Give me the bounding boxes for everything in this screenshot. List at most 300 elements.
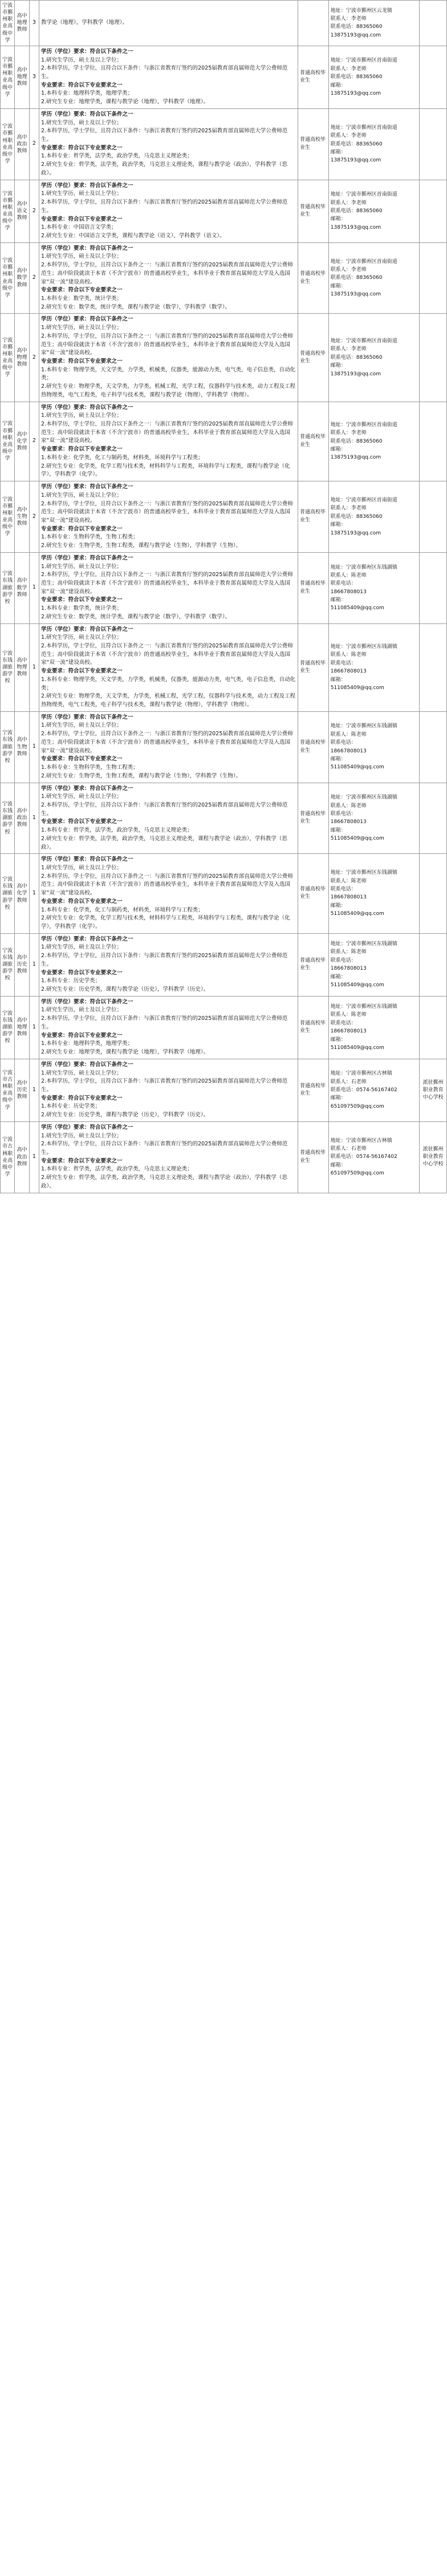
unit-cell: 宁波东钱湖旅游学校 [1,783,15,854]
contact-line: 13875193@qq.com [330,371,381,377]
position-cell: 高中数学教师 [15,552,29,623]
contact-line: 地址：宁波市鄞州区首南街道 [330,422,397,428]
recruitment-table [0,0,447,1193]
contact-line: 13875193@qq.com [330,90,381,96]
requirements-cell [39,108,298,180]
requirement-line: 2.研究生专业：生物学类，生物工程类，课程与教学论（生物），学科教学（生物）。 [41,542,242,549]
requirements-cell [39,46,298,108]
contact-line: 13875193@qq.com [330,224,381,230]
contact-line: 联系人：李老师 [330,266,367,273]
contact-line: 联系人：陈老师 [330,731,367,738]
count-cell: 1 [29,996,39,1059]
count-cell: 3 [29,46,39,108]
unit-cell: 宁波市古林职业高级中学 [1,1121,15,1193]
requirements-cell [39,623,298,711]
position-cell: 高中政治教师 [15,783,29,854]
contact-line: 联系电话：88365060 [330,141,383,147]
contact-line: 联系电话：88365060 [330,208,383,214]
requirement-line: 1.研究生学历，硕士及以上学位； [41,119,123,126]
requirement-line: 专业要求：符合以下专业要求之一 [41,756,123,763]
contact-line: 13875193@qq.com [330,291,381,298]
requirements-cell [39,996,298,1059]
contact-line: 联系电话：88365060 [330,74,383,80]
contact-line: 地址：宁波市鄞州区东钱湖镇 [330,795,397,801]
contact-line: 邮箱： [330,447,346,453]
contact-line: 13875193@qq.com [330,157,381,164]
note-cell [420,481,447,553]
contact-line: 联系电话：0574-56167402 [330,1154,397,1160]
contact-line: 联系电话：88365060 [330,24,383,30]
requirement-line: 1.研究生学历，硕士及以上学位； [41,563,123,570]
contact-line: 联系人：李老师 [330,430,367,436]
requirement-line: 专业要求：符合以下专业要求之一 [41,969,123,976]
education-cell: 普通高校毕业生 [298,481,328,553]
contact-line: 联系电话：88365060 [330,513,383,520]
requirement-line: 学历（学位）要求：符合以下条件之一 [41,998,133,1005]
requirement-line: 2.本科学历，学士学位，且符合以下条件之一：与浙江省教育厅签约的2025届教育部直属师范大学公费师范生；高中阶段就读于本省（不含宁波市）的普通高校毕业生，本科毕业于教育部直属师范大学及入选国家“双一流”建设高校。 [41,873,293,897]
note-cell [420,783,447,854]
requirement-line: 学历（学位）要求：符合以下条件之一 [41,404,133,411]
unit-cell: 宁波市鄞州职业高级中学 [1,180,15,242]
position-cell: 高中历史教师 [15,1059,29,1121]
contact-line: 651097509@qq.com [330,1170,384,1177]
contact-cell [328,1,419,46]
requirement-line: 学历（学位）要求：符合以下条件之一 [41,316,133,323]
contact-line: 联系电话： [330,957,356,963]
position-cell: 高中数学教师 [15,242,29,314]
contact-line: 联系电话： [330,886,356,893]
contact-line: 18667808013 [330,589,367,595]
requirement-line: 2.研究生专业：化学类，化学工程与技术类，材料科学与工程类，环境科学与工程类，课程与教学论（化学），学科教学（化学）。 [41,915,290,930]
table-row [1,1121,447,1193]
requirement-line: 2.本科学历，学士学位，且符合以下条件：与浙江省教育厅签约的2025届教育部直属师范大学公费师范生。 [41,65,288,80]
requirement-line: 2.研究生专业：历史学类，课程与教学论（历史），学科教学（历史）。 [41,1112,209,1119]
requirement-line: 1.本科专业：生物科学类，生物工程类； [41,764,139,771]
contact-line: 地址：宁波市鄞州区东钱湖镇 [330,723,397,730]
requirement-line: 专业要求：符合以下专业要求之一 [41,446,123,453]
note-cell [420,314,447,402]
contact-line: 联系人：石老师 [330,1079,367,1085]
count-cell: 2 [29,402,39,481]
contact-line: 地址：宁波市鄞州区东钱湖镇 [330,643,397,650]
unit-cell: 宁波市鄞州职业高级中学 [1,314,15,402]
requirement-line: 专业要求：符合以下专业要求之一 [41,525,123,532]
contact-line: 联系电话： [330,660,356,666]
note-cell [420,180,447,242]
position-cell: 高中化学教师 [15,854,29,933]
unit-cell: 宁波市鄞州职业高级中学 [1,402,15,481]
education-cell: 普通高校毕业生 [298,854,328,933]
requirement-line: 专业要求：符合以下专业要求之一 [41,898,123,905]
contact-line: 联系人：石老师 [330,1146,367,1152]
note-cell [420,552,447,623]
contact-cell [328,402,419,481]
requirements-cell [39,402,298,481]
contact-line: 18667808013 [330,966,367,972]
contact-line: 联系电话：0574-56167402 [330,1087,397,1093]
contact-line: 联系人：李老师 [330,200,367,206]
requirement-line: 2.研究生专业：哲学类，法学类，政治学类，马克思主义理论类，课程与教学论（政治），学科教学（思政）。 [41,161,287,176]
requirements-cell [39,1059,298,1121]
contact-line: 联系电话：88365060 [330,275,383,281]
table-row [1,46,447,108]
position-cell: 高中历史教师 [15,933,29,996]
contact-cell [328,783,419,854]
requirement-line: 学历（学位）要求：符合以下条件之一 [41,1124,133,1131]
contact-line: 联系电话： [330,811,356,817]
note-cell [420,933,447,996]
requirement-line: 专业要求：符合以下专业要求之一 [41,358,123,364]
position-cell: 高中地理教师 [15,1,29,46]
unit-cell: 宁波市鄞州职业高级中学 [1,481,15,553]
requirement-line: 1.本科专业：哲学类，法学类，政治学类，马克思主义理论类； [41,1166,193,1173]
position-cell: 高中生物教师 [15,481,29,553]
requirement-line: 专业要求：符合以下专业要求之一 [41,1032,123,1039]
contact-line: 联系人：李老师 [330,66,367,72]
requirement-line: 2.研究生专业：中国语言文学类，课程与教学论（语文），学科教学（语文）。 [41,232,225,239]
contact-cell [328,46,419,108]
contact-line: 联系人：李老师 [330,505,367,512]
unit-cell: 宁波东钱湖旅游学校 [1,996,15,1059]
contact-cell [328,314,419,402]
note-cell: 派驻鄞州职业教育中心学校 [420,1059,447,1121]
requirement-line: 2.本科学历，学士学位，且符合以下条件之一：与浙江省教育厅签约的2025届教育部直属师范大学公费师范生；高中阶段就读于本省（不含宁波市）的普通高校毕业生，本科毕业于教育部直属师范大学及入选国家“双一流”建设高校。 [41,500,293,524]
requirement-line: 1.本科专业：地理科学类，地理学类； [41,1040,133,1047]
contact-line: 地址：宁波市鄞州区古林镇 [330,1071,392,1077]
contact-line: 邮箱： [330,283,346,289]
requirement-line: 专业要求：符合以下专业要求之一 [41,82,123,88]
table-row [1,711,447,783]
requirement-line: 学历（学位）要求：符合以下条件之一 [41,182,133,189]
contact-line: 联系电话：88365060 [330,438,383,444]
education-cell: 普通高校毕业生 [298,711,328,783]
education-cell: 普通高校毕业生 [298,1121,328,1193]
count-cell: 3 [29,1,39,46]
count-cell: 1 [29,552,39,623]
education-cell: 普通高校毕业生 [298,180,328,242]
requirement-line: 2.本科学历，学士学位，且符合以下条件之一：与浙江省教育厅签约的2025届教育部直属师范大学公费师范生；高中阶段就读于本省（不含宁波市）的普通高校毕业生，本科毕业于教育部直属师范大学及入选国家“双一流”建设高校。 [41,643,293,666]
requirement-line: 1.研究生学历，硕士及以上学位； [41,412,123,419]
requirement-line: 学历（学位）要求：符合以下条件之一 [41,111,133,118]
requirement-line: 2.研究生专业：地理学类，课程与教学论（地理），学科教学（地理）。 [41,99,209,106]
contact-line: 地址：宁波市鄞州区首南街道 [330,58,397,64]
requirement-line: 1.研究生学历，硕士及以上学位； [41,793,123,800]
unit-cell: 宁波东钱湖旅游学校 [1,854,15,933]
requirement-line: 1.本科专业：哲学类，法学类，政治学类，马克思主义理论类； [41,827,193,834]
contact-cell [328,854,419,933]
table-row [1,623,447,711]
position-cell: 高中语文教师 [15,180,29,242]
contact-line: 18667808013 [330,669,367,675]
contact-line: 地址：宁波市鄞州区东钱湖镇 [330,941,397,947]
note-cell [420,623,447,711]
requirement-line: 2.研究生专业：地理学类，课程与教学论（地理），学科教学（地理）。 [41,1049,209,1056]
requirement-line: 学历（学位）要求：符合以下条件之一 [41,856,133,863]
unit-cell: 宁波东钱湖旅游学校 [1,711,15,783]
contact-line: 联系人：陈老师 [330,949,367,955]
requirement-line: 1.研究生学历，硕士及以上学位； [41,634,123,641]
requirement-line: 2.本科学历，学士学位，且符合以下条件之一：与浙江省教育厅签约的2025届教育部直属师范大学公费师范生；高中阶段就读于本省（不含宁波市）的普通高校毕业生，本科毕业于教育部直属师范大学及入选国家“双一流”建设高校。 [41,731,293,754]
requirement-line: 2.本科学历，学士学位，且符合以下条件之一：与浙江省教育厅签约的2025届教育部直属师范大学公费师范生；高中阶段就读于本省（不含宁波市）的普通高校毕业生，本科毕业于教育部直属师范大学及入选国家“双一流”建设高校。 [41,262,293,285]
table-row [1,933,447,996]
contact-line: 地址：宁波市鄞州区东钱湖镇 [330,1004,397,1010]
requirement-line: 专业要求：符合以下专业要求之一 [41,287,123,294]
table-body [1,1,447,1193]
contact-line: 13875193@qq.com [330,530,381,536]
education-cell: 普通高校毕业生 [298,996,328,1059]
unit-cell: 宁波东钱湖旅游学校 [1,552,15,623]
requirement-line: 学历（学位）要求：符合以下条件之一 [41,48,133,55]
requirement-line: 2.本科学历，学士学位，且符合以下条件之一：与浙江省教育厅签约的2025届教育部直属师范大学公费师范生；高中阶段就读于本省（不含宁波市）的普通高校毕业生，本科毕业于教育部直属师范大学及入选国家“双一流”建设高校。 [41,421,293,444]
requirement-line: 1.研究生学历，硕士及以上学位； [41,492,123,499]
contact-line: 联系人：陈老师 [330,572,367,578]
contact-line: 18667808013 [330,748,367,754]
education-cell: 普通高校毕业生 [298,108,328,180]
contact-line: 651097509@qq.com [330,1103,384,1109]
table-row [1,108,447,180]
note-cell [420,854,447,933]
requirement-line: 专业要求：符合以下专业要求之一 [41,216,123,222]
contact-line: 511085409@qq.com [330,1045,384,1051]
requirement-line: 2.研究生专业：哲学类，法学类，政治学类，马克思主义理论类，课程与教学论（政治），学科教学（思政）。 [41,1174,287,1189]
contact-cell [328,623,419,711]
count-cell: 1 [29,783,39,854]
contact-line: 邮箱： [330,82,346,88]
unit-cell: 宁波市鄞州职业高级中学 [1,1,15,46]
count-cell: 1 [29,1059,39,1121]
contact-line: 邮箱： [330,597,346,604]
requirement-line: 2.本科学历，学士学位，且符合以下条件之一：与浙江省教育厅签约的2025届教育部直属师范大学公费师范生；高中阶段就读于本省（不含宁波市）的普通高校毕业生，本科毕业于教育部直属师范大学及入选国家“双一流”建设高校。 [41,572,293,595]
contact-cell [328,711,419,783]
contact-line: 地址：宁波市鄞州区云龙镇 [330,7,392,14]
contact-line: 联系人：陈老师 [330,1012,367,1018]
contact-line: 地址：宁波市鄞州区首南街道 [330,258,397,265]
note-cell [420,46,447,108]
requirement-line: 专业要求：符合以下专业要求之一 [41,144,123,151]
contact-line: 邮箱： [330,974,346,980]
requirement-line: 2.本科学历，学士学位，且符合以下条件之一：与浙江省教育厅签约的2025届教育部直属师范大学公费师范生；高中阶段就读于本省（不含宁波市）的普通高校毕业生，本科毕业于教育部直属师范大学及入选国家“双一流”建设高校。 [41,333,293,357]
contact-cell [328,180,419,242]
requirement-line: 1.研究生学历，硕士及以上学位； [41,944,123,951]
unit-cell: 宁波东钱湖旅游学校 [1,623,15,711]
requirement-line: 1.本科专业：地理科学类，地理学类； [41,90,133,97]
requirement-line: 专业要求：符合以下专业要求之一 [41,1095,123,1101]
requirements-cell [39,552,298,623]
contact-line: 511085409@qq.com [330,605,384,611]
requirement-line: 专业要求：符合以下专业要求之一 [41,597,123,604]
table-row [1,854,447,933]
contact-cell [328,108,419,180]
requirements-cell [39,854,298,933]
requirement-line: 1.本科专业：历史学类； [41,978,101,985]
requirement-line: 学历（学位）要求：符合以下条件之一 [41,626,133,633]
requirement-line: 1.本科专业：生物科学类，生物工程类； [41,534,139,541]
contact-line: 地址：宁波市鄞州区首南街道 [330,192,397,198]
position-cell: 高中化学教师 [15,402,29,481]
unit-cell: 宁波市鄞州职业高级中学 [1,242,15,314]
contact-line: 13875193@qq.com [330,32,381,38]
note-cell [420,1,447,46]
requirement-line: 2.本科学历，学士学位，且符合以下条件：与浙江省教育厅签约的2025届教育部直属师范大学公费师范生。 [41,801,288,817]
requirement-line: 专业要求：符合以下专业要求之一 [41,668,123,675]
table-row [1,996,447,1059]
requirement-line: 1.研究生学历，硕士及以上学位； [41,325,123,331]
contact-line: 邮箱： [330,149,346,155]
requirements-cell [39,1121,298,1193]
contact-cell [328,1121,419,1193]
requirements-cell [39,1,298,46]
requirement-line: 1.研究生学历，硕士及以上学位； [41,722,123,729]
table-row [1,242,447,314]
requirement-line: 学历（学位）要求：符合以下条件之一 [41,554,133,561]
count-cell: 2 [29,242,39,314]
contact-line: 511085409@qq.com [330,836,384,842]
contact-line: 邮箱： [330,677,346,683]
contact-line: 地址：宁波市鄞州区首南街道 [330,338,397,345]
requirements-cell [39,481,298,553]
contact-line: 联系人：陈老师 [330,652,367,658]
contact-line: 邮箱： [330,363,346,369]
position-cell: 高中物理教师 [15,623,29,711]
contact-line: 联系电话：88365060 [330,354,383,361]
count-cell: 2 [29,481,39,553]
contact-line: 联系人：李老师 [330,133,367,139]
education-cell: 普通高校毕业生 [298,1059,328,1121]
requirement-line: 1.本科专业：历史学类； [41,1103,101,1110]
requirement-line: 2.本科学历，学士学位，且符合以下条件：与浙江省教育厅签约的2025届教育部直属师范大学公费师范生。 [41,128,288,143]
unit-cell: 宁波市古林职业高级中学 [1,1059,15,1121]
contact-line: 邮箱： [330,1095,346,1101]
position-cell: 高中政治教师 [15,108,29,180]
table-row [1,402,447,481]
contact-line: 联系人：陈老师 [330,803,367,809]
table-row [1,1059,447,1121]
contact-line: 邮箱： [330,1162,346,1168]
count-cell: 1 [29,854,39,933]
education-cell: 普通高校毕业生 [298,623,328,711]
contact-cell [328,242,419,314]
contact-line: 地址：宁波市鄞州区东钱湖镇 [330,870,397,876]
position-cell: 高中地理教师 [15,46,29,108]
contact-line: 邮箱： [330,1036,346,1043]
requirement-line: 专业要求：符合以下专业要求之一 [41,1157,123,1164]
contact-line: 18667808013 [330,894,367,901]
requirement-line: 1.研究生学历，硕士及以上学位； [41,191,123,197]
requirement-line: 2.本科学历，学士学位，且符合以下条件：与浙江省教育厅签约的2025届教育部直属师范大学公费师范生。 [41,953,288,967]
contact-line: 联系人：李老师 [330,16,367,22]
requirement-line: 学历（学位）要求：符合以下条件之一 [41,785,133,792]
requirement-line: 1.研究生学历，硕士及以上学位； [41,56,123,63]
requirement-line: 2.研究生专业：物理学类，天文学类，力学类，机械工程，光学工程，仪器科学与技术类，动力工程及工程热物理类，电气工程类，电子科学与技术类，课程与教学论（物理），学科教学（物理）。 [41,383,296,398]
requirement-line: 2.研究生专业：物理学类，天文学类，力学类，机械工程，光学工程，仪器科学与技术类，动力工程及工程热物理类，电气工程类，电子科学与技术类，课程与教学论（物理），学科教学（物理）。 [41,693,296,708]
requirements-cell [39,314,298,402]
contact-cell [328,933,419,996]
position-cell: 高中地理教师 [15,996,29,1059]
count-cell: 1 [29,711,39,783]
contact-line: 18667808013 [330,819,367,825]
count-cell: 1 [29,623,39,711]
requirement-line: 1.本科专业：化学类，化工与制药类，材料类，环境科学与工程类； [41,906,204,913]
requirement-line: 1.本科专业：数学类，统计学类； [41,605,123,612]
contact-line: 联系人：陈老师 [330,878,367,884]
table-row [1,783,447,854]
contact-line: 邮箱： [330,522,346,528]
contact-line: 地址：宁波市鄞州区首南街道 [330,124,397,131]
table-row [1,180,447,242]
requirement-line: 学历（学位）要求：符合以下条件之一 [41,1061,133,1068]
count-cell: 1 [29,933,39,996]
contact-line: 联系电话： [330,581,356,587]
requirement-line: 1.本科专业：数学类，统计学类； [41,295,123,302]
requirement-line: 1.研究生学历，硕士及以上学位； [41,1132,123,1139]
requirement-line: 学历（学位）要求：符合以下条件之一 [41,714,133,720]
requirement-line: 1.研究生学历，硕士及以上学位； [41,864,123,871]
education-cell: 普通高校毕业生 [298,783,328,854]
contact-line: 地址：宁波市鄞州区首南街道 [330,497,397,503]
requirement-line: 2.研究生专业：数学类，统计学类，课程与教学论（数学），学科教学（数学）。 [41,303,231,310]
education-cell: 普通高校毕业生 [298,402,328,481]
contact-cell [328,996,419,1059]
contact-line: 联系电话： [330,1020,356,1026]
requirements-cell [39,933,298,996]
contact-line: 511085409@qq.com [330,684,384,691]
count-cell: 2 [29,314,39,402]
education-cell [298,1,328,46]
education-cell: 普通高校毕业生 [298,933,328,996]
contact-line: 511085409@qq.com [330,764,384,771]
contact-line: 13875193@qq.com [330,455,381,461]
requirement-line: 2.本科学历，学士学位，且符合以下条件：与浙江省教育厅签约的2025届教育部直属师范大学公费师范生。 [41,1078,288,1093]
unit-cell: 宁波市鄞州职业高级中学 [1,108,15,180]
requirements-cell [39,711,298,783]
requirement-line: 2.研究生专业：生物学类，生物工程类，课程与教学论（生物），学科教学（生物）。 [41,772,242,779]
table-row [1,314,447,402]
note-cell [420,711,447,783]
requirement-line: 1.本科专业：物理学类，天文学类，力学类，机械类，仪器类，能源动力类，电气类，电子信息类，自动化类； [41,366,296,382]
requirement-line: 专业要求：符合以下专业要求之一 [41,819,123,825]
requirement-line: 1.研究生学历，硕士及以上学位； [41,1007,123,1014]
contact-line: 511085409@qq.com [330,911,384,917]
contact-cell [328,552,419,623]
contact-line: 邮箱： [330,216,346,222]
contact-cell [328,481,419,553]
contact-line: 18667808013 [330,1028,367,1035]
position-cell: 高中政治教师 [15,1121,29,1193]
requirements-cell [39,242,298,314]
requirement-line: 学历（学位）要求：符合以下条件之一 [41,245,133,252]
requirement-line: 1.本科专业：化学类，化工与制药类，材料类，环境科学与工程类； [41,454,204,461]
table-row [1,552,447,623]
table-row [1,481,447,553]
requirement-line: 学历（学位）要求：符合以下条件之一 [41,484,133,491]
position-cell: 高中物理教师 [15,314,29,402]
requirement-line: 2.本科学历，学士学位，且符合以下条件：与浙江省教育厅签约的2025届教育部直属师范大学公费师范生。 [41,199,288,214]
note-cell [420,996,447,1059]
note-cell [420,402,447,481]
education-cell: 普通高校毕业生 [298,552,328,623]
position-cell: 高中生物教师 [15,711,29,783]
requirement-line: 2.本科学历，学士学位，且符合以下条件：与浙江省教育厅签约的2025届教育部直属师范大学公费师范生。 [41,1015,288,1030]
contact-line: 联系电话： [330,740,356,746]
requirement-line: 2.研究生专业：哲学类，法学类，政治学类，马克思主义理论类，课程与教学论（政治），学科教学（思政）。 [41,835,287,850]
count-cell: 1 [29,1121,39,1193]
requirement-line: 1.研究生学历，硕士及以上学位； [41,1070,123,1076]
requirement-line: 1.研究生学历，硕士及以上学位； [41,253,123,260]
education-cell: 普通高校毕业生 [298,314,328,402]
table-row [1,1,447,46]
education-cell: 普通高校毕业生 [298,46,328,108]
note-cell: 派驻鄞州职业教育中心学校 [420,1121,447,1193]
